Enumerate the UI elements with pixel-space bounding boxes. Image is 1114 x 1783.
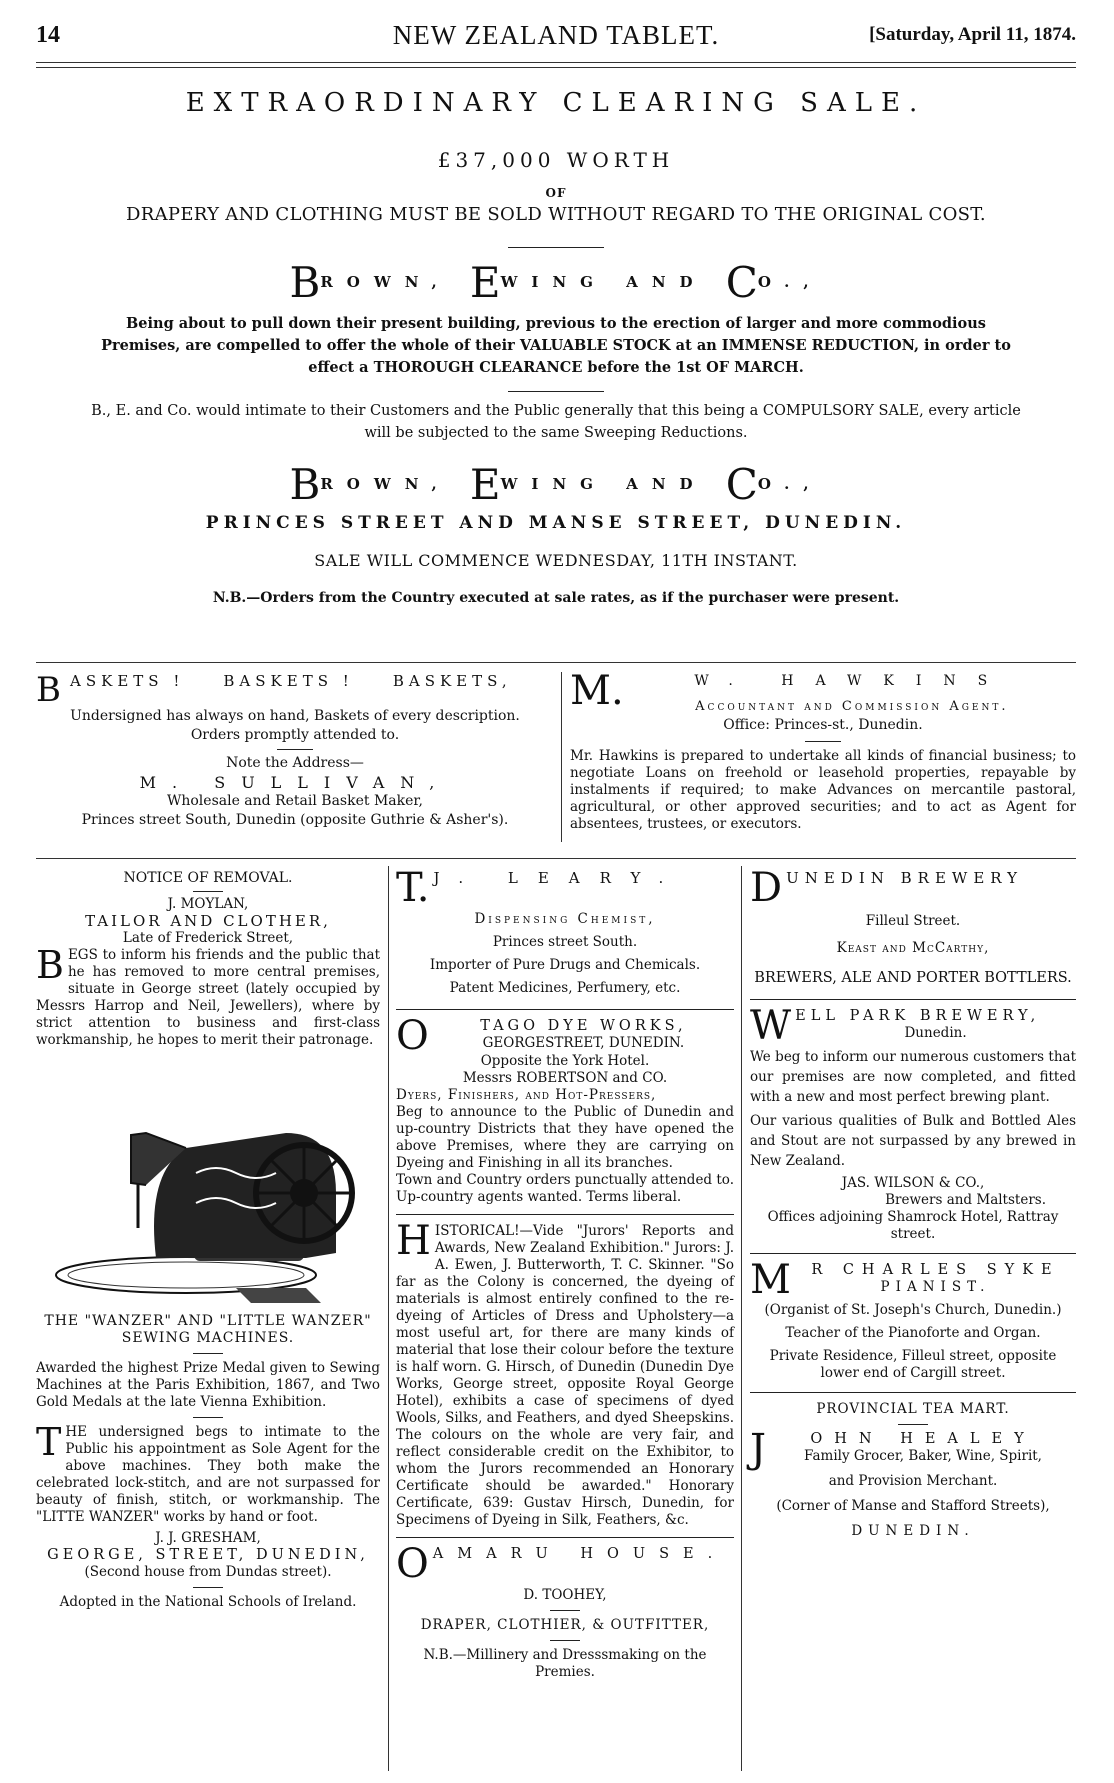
sale-notice: B., E. and Co. would intimate to their Customers and the Public generally that this being a COMPULSORY SALE, every article will be subjected to the same Sweeping Reductions.: [91, 403, 1021, 441]
syke-teacher: Teacher of the Pianoforte and Organ.: [785, 1325, 1041, 1341]
hawkins-body: Mr. Hawkins is prepared to undertake all kinds of financial business; to negotiate Loans on freehold or leasehold properties, repayable by instalments if required; to make Advances on mercantile pastoral, agricultural, or other approved securities; and to act as Agent for absentees, trustees, or executors.: [570, 748, 1076, 832]
tea-mart-city: DUNEDIN.: [851, 1523, 975, 1539]
baskets-heading: ASKETS ! BASKETS ! BASKETS,: [70, 672, 512, 690]
leary-trade: Dispensing Chemist,: [474, 911, 656, 927]
dropcap: M: [750, 1257, 791, 1303]
oamaru-trade: DRAPER, CLOTHIER, & OUTFITTER,: [420, 1617, 710, 1633]
moylan-ad: [36, 870, 380, 1611]
well-park-ad: [750, 1003, 1076, 1243]
oamaru-nb: N.B.—Millinery and Dresssmaking on the Premies.: [423, 1647, 707, 1680]
baskets-trade: Wholesale and Retail Basket Maker,: [166, 793, 424, 809]
sewing-machine-illustration: [36, 1053, 380, 1313]
otago-dye-name: TAGO DYE WORKS,: [480, 1018, 687, 1034]
column-3: [750, 865, 1076, 1540]
dropcap: T.: [396, 865, 430, 911]
leary-ad: [396, 865, 734, 997]
gresham-second: (Second house from Dundas street).: [84, 1564, 332, 1580]
masthead-rule: [36, 62, 1076, 68]
dropcap: D: [750, 865, 783, 911]
column-rule: [741, 866, 742, 1771]
wanzer-agent: HE undersigned begs to intimate to the Public his appointment as Sole Agent for the above machines. They both make the celebrated lock-stitch, and are not surpassed for beauty of finish, stitch, or workmanship. The "LITTE WANZER" works by hand or foot.: [36, 1424, 380, 1525]
baskets-name: M. SULLIVAN,: [139, 773, 451, 792]
leary-street: Princes street South.: [492, 934, 638, 950]
section-rule: [36, 662, 1076, 663]
well-park-body1: We beg to inform our numerous customers that our premises are now completed, and fitted with a new and most perfect brewing plant.: [750, 1049, 1076, 1105]
tea-mart-name: OHN HEALEY: [810, 1431, 1036, 1447]
divider: [550, 1640, 580, 1641]
syke-residence: Private Residence, Filleul street, opposite lower end of Cargill street.: [769, 1348, 1057, 1381]
sale-nb: N.B.—Orders from the Country executed at sale rates, as if the purchaser were present.: [212, 590, 900, 606]
oamaru-name: AMARU HOUSE.: [432, 1546, 727, 1562]
divider: [805, 741, 841, 742]
dropcap: J: [750, 1426, 767, 1472]
section-rule: [36, 858, 1076, 859]
divider: [898, 1424, 928, 1425]
sale-commence: SALE WILL COMMENCE WEDNESDAY, 11TH INSTANT.: [314, 551, 798, 570]
firm-name-2: BROWN, EWING AND CO.,: [289, 460, 823, 509]
dunedin-brewery-street: Filleul Street.: [865, 913, 961, 929]
dunedin-brewery-owners: Keast and McCarthy,: [836, 940, 990, 956]
leary-importer: Importer of Pure Drugs and Chemicals.: [429, 957, 701, 973]
tea-mart-trade: Family Grocer, Baker, Wine, Spirit,: [804, 1448, 1042, 1464]
moylan-body: EGS to inform his friends and the public that he has removed to more central premises, situate in George street (lately occupied by Messrs Harrop and Neil, Jewellers), where by strict attention to business and first-class workmanship, he hopes to merit their patronage.: [36, 947, 380, 1048]
well-park-name: ELL PARK BREWERY,: [795, 1008, 1041, 1024]
sale-subheading: DRAPERY AND CLOTHING MUST BE SOLD WITHOUT REGARD TO THE ORIGINAL COST.: [126, 204, 986, 225]
dropcap: M.: [570, 668, 624, 714]
moylan-late: Late of Frederick Street,: [122, 930, 294, 946]
clearing-sale-ad: [36, 78, 1076, 606]
moylan-trade: TAILOR AND CLOTHER,: [85, 912, 331, 930]
well-park-offices: Offices adjoining Shamrock Hotel, Rattray street.: [767, 1209, 1059, 1242]
column-rule: [561, 672, 562, 842]
baskets-address: Princes street South, Dunedin (opposite Guthrie & Asher's).: [81, 812, 509, 828]
sale-body: Being about to pull down their present building, previous to the erection of larger and more commodious Premises, are compelled to offer the whole of their VALUABLE STOCK at an IMMENSE REDUCTION, in order to effect a THOROUGH CLEARANCE before the 1st OF MARCH.: [101, 315, 1011, 376]
gresham-street: GEORGE, STREET, DUNEDIN,: [47, 1547, 369, 1563]
column-rule: [388, 866, 389, 1771]
dropcap: B: [36, 670, 66, 710]
issue-date: [Saturday, April 11, 1874.: [869, 24, 1076, 45]
sale-amount: £37,000 WORTH: [437, 148, 675, 172]
otago-dye-opposite: Opposite the York Hotel.: [480, 1053, 650, 1069]
tea-mart-trade2: and Provision Merchant.: [828, 1473, 998, 1489]
divider: [193, 1417, 223, 1418]
divider: [193, 1587, 223, 1588]
divider: [193, 891, 223, 892]
column-2: [396, 865, 734, 1681]
oamaru-owner: D. TOOHEY,: [523, 1587, 607, 1603]
otago-dye-body: Beg to announce to the Public of Dunedin and up-country Districts that they have opened the above Premises, where they are carrying on Dyeing and Finishing in all its branches.: [396, 1104, 734, 1171]
otago-dye-ad: [396, 1013, 734, 1206]
moylan-notice: NOTICE OF REMOVAL.: [123, 870, 293, 886]
otago-dye-orders: Town and Country orders punctually attended to. Up-country agents wanted. Terms liberal.: [396, 1172, 734, 1205]
gresham-name: J. J. GRESHAM,: [155, 1530, 261, 1546]
tea-mart-corner: (Corner of Manse and Stafford Streets),: [776, 1498, 1050, 1514]
tea-mart-ad: [750, 1401, 1076, 1540]
page-number: 14: [36, 22, 60, 48]
syke-title: PIANIST.: [880, 1279, 991, 1295]
hawkins-ad: [570, 668, 1076, 833]
well-park-signature: JAS. WILSON & CO.,: [841, 1175, 985, 1191]
otago-dye-trades: Dyers, Finishers, and Hot-Pressers,: [396, 1087, 657, 1103]
hawkins-office: Office: Princes-st., Dunedin.: [723, 717, 923, 733]
divider: [508, 391, 604, 392]
syke-ad: [750, 1257, 1076, 1382]
well-park-city: Dunedin.: [904, 1025, 967, 1041]
baskets-line2: Orders promptly attended to.: [190, 727, 400, 743]
wanzer-adopted: Adopted in the National Schools of Ireland.: [59, 1594, 357, 1610]
dropcap: O: [396, 1541, 429, 1587]
dropcap: O: [396, 1013, 429, 1059]
firm-name: BROWN, EWING AND CO.,: [289, 258, 823, 307]
dropcap: B: [36, 943, 64, 987]
historical-body: ISTORICAL!—Vide "Jurors' Reports and Awards, New Zealand Exhibition." Jurors: J. A. Ewen, J. Butterworth, T. C. Skinner. "So far as the Colony is concerned, the dyeing of materials is almost entirely confined to the re-dyeing of Articles of Dress and Upholstery—a most useful art, for there are many kinds of material that lose their colour before the texture is half worn. G. Hirsch, of Dunedin (Dunedin Dye Works, George street, opposite Royal George Hotel), exhibits a case of specimens of dyed Wools, Silks, and Feathers, and dyed Sheepskins. The colours on the whole are very fair, and reflect considerable credit on the Exhibitor, to whom the Jurors recommended an Honorary Certificate should be awarded." Honorary Certificate, 639: Gustav Hirsch, Dunedin, for Specimens of Dyeing in Silk, Feathers, &c.: [396, 1223, 734, 1528]
well-park-body2: Our various qualities of Bulk and Bottled Ales and Stout are not surpassed by any brewed in New Zealand.: [750, 1113, 1076, 1169]
divider: [193, 1353, 223, 1354]
hawkins-name: W. HAWKINS: [694, 673, 1010, 689]
baskets-line1: Undersigned has always on hand, Baskets of every description.: [70, 708, 520, 724]
wanzer-awarded: Awarded the highest Prize Medal given to Sewing Machines at the Paris Exhibition, 1867, and Two Gold Medals at the late Vienna Exhibition.: [36, 1360, 380, 1410]
masthead: [36, 18, 1076, 62]
well-park-trade: Brewers and Maltsters.: [885, 1192, 1046, 1208]
oamaru-ad: [396, 1541, 734, 1681]
tea-mart-heading: PROVINCIAL TEA MART.: [816, 1401, 1010, 1417]
syke-name: R CHARLES SYKE: [811, 1262, 1060, 1278]
divider: [508, 247, 604, 248]
sale-of: OF: [545, 186, 567, 200]
dunedin-brewery-trade: BREWERS, ALE AND PORTER BOTTLERS.: [754, 970, 1072, 986]
newspaper-title: NEW ZEALAND TABLET.: [392, 20, 720, 50]
otago-dye-proprietors: Messrs ROBERTSON and CO.: [462, 1070, 668, 1086]
divider: [277, 749, 313, 750]
hawkins-title: Accountant and Commission Agent.: [695, 699, 1009, 714]
dunedin-brewery-name: UNEDIN BREWERY: [786, 869, 1024, 887]
leary-patent: Patent Medicines, Perfumery, etc.: [449, 980, 681, 996]
divider: [550, 1610, 580, 1611]
sale-heading: EXTRAORDINARY CLEARING SALE.: [185, 88, 927, 118]
dropcap: W: [750, 1003, 792, 1049]
otago-dye-street: GEORGESTREET, DUNEDIN.: [482, 1035, 685, 1051]
wanzer-caption: THE "WANZER" AND "LITTLE WANZER" SEWING MACHINES.: [44, 1313, 372, 1346]
leary-name: J. LEARY.: [433, 869, 684, 887]
baskets-ad: [36, 672, 554, 830]
dropcap: H: [396, 1218, 431, 1264]
historical-ad: [396, 1218, 734, 1529]
dropcap: T: [36, 1420, 62, 1464]
dunedin-brewery-ad: [750, 865, 1076, 989]
moylan-name: J. MOYLAN,: [167, 896, 249, 912]
sale-address: PRINCES STREET AND MANSE STREET, DUNEDIN.: [205, 513, 907, 533]
syke-organist: (Organist of St. Joseph's Church, Dunedin.): [764, 1302, 1062, 1318]
baskets-line3: Note the Address—: [226, 755, 364, 771]
